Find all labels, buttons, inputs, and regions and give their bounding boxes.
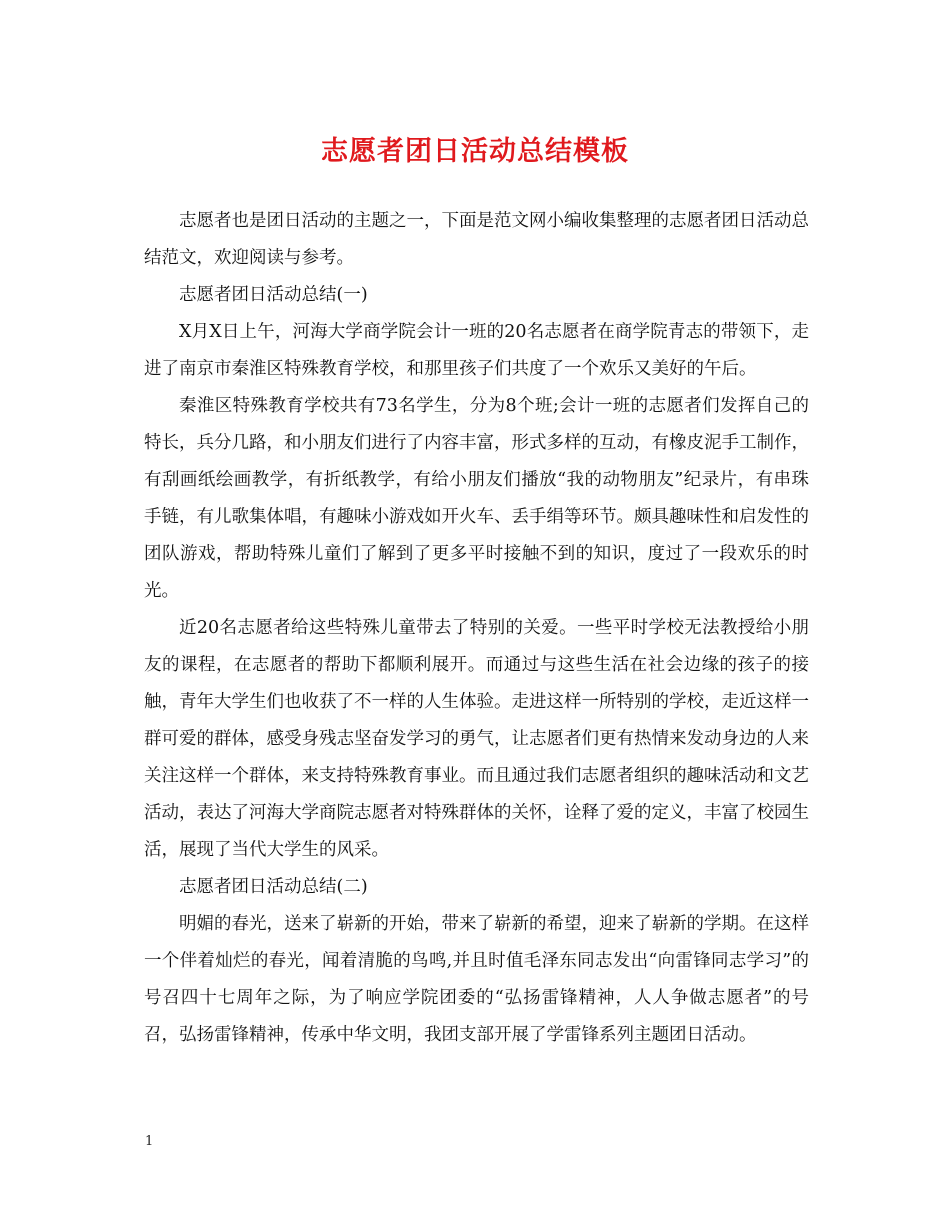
body-paragraph: 秦淮区特殊教育学校共有73名学生，分为8个班;会计一班的志愿者们发挥自己的特长，兵分几路，和小朋友们进行了内容丰富，形式多样的互动，有橡皮泥手工制作，有刮画纸绘画教学，有折纸教学，有给小朋友们播放“我的动物朋友”纪录片，有串珠手链，有儿歌集体唱，有趣味小游戏如开火车、丢手绢等环节。颇具趣味性和启发性的团队游戏，帮助特殊儿童们了解到了更多平时接触不到的知识，度过了一段欢乐的时光。 xyxy=(144,396,809,601)
intro-paragraph: 志愿者也是团日活动的主题之一，下面是范文网小编收集整理的志愿者团日活动总结范文，欢迎阅读与参考。 xyxy=(144,211,809,268)
document-title: 志愿者团日活动总结模板 xyxy=(321,136,629,167)
section-heading-1: 志愿者团日活动总结(一) xyxy=(179,285,368,305)
body-paragraph: 明媚的春光，送来了崭新的开始，带来了崭新的希望，迎来了崭新的学期。在这样一个伴着灿烂的春光，闻着清脆的鸟鸣,并且时值毛泽东同志发出“向雷锋同志学习”的号召四十七周年之际，为了响应学院团委的“弘扬雷锋精神，人人争做志愿者”的号召，弘扬雷锋精神，传承中华文明，我团支部开展了学雷锋系列主题团日活动。 xyxy=(144,914,809,1045)
section-heading-2: 志愿者团日活动总结(二) xyxy=(179,877,368,897)
body-paragraph: 近20名志愿者给这些特殊儿童带去了特别的关爱。一些平时学校无法教授给小朋友的课程，在志愿者的帮助下都顺利展开。而通过与这些生活在社会边缘的孩子的接触，青年大学生们也收获了不一样的人生体验。走进这样一所特别的学校，走近这样一群可爱的群体，感受身残志坚奋发学习的勇气，让志愿者们更有热情来发动身边的人来关注这样一个群体，来支持特殊教育事业。而且通过我们志愿者组织的趣味活动和文艺活动，表达了河海大学商院志愿者对特殊群体的关怀，诠释了爱的定义，丰富了校园生活，展现了当代大学生的风采。 xyxy=(144,618,809,860)
page-number: 1 xyxy=(145,1134,154,1149)
body-paragraph: X月X日上午，河海大学商学院会计一班的20名志愿者在商学院青志的带领下，走进了南京市秦淮区特殊教育学校，和那里孩子们共度了一个欢乐又美好的午后。 xyxy=(144,322,809,379)
document-body xyxy=(144,203,809,1054)
